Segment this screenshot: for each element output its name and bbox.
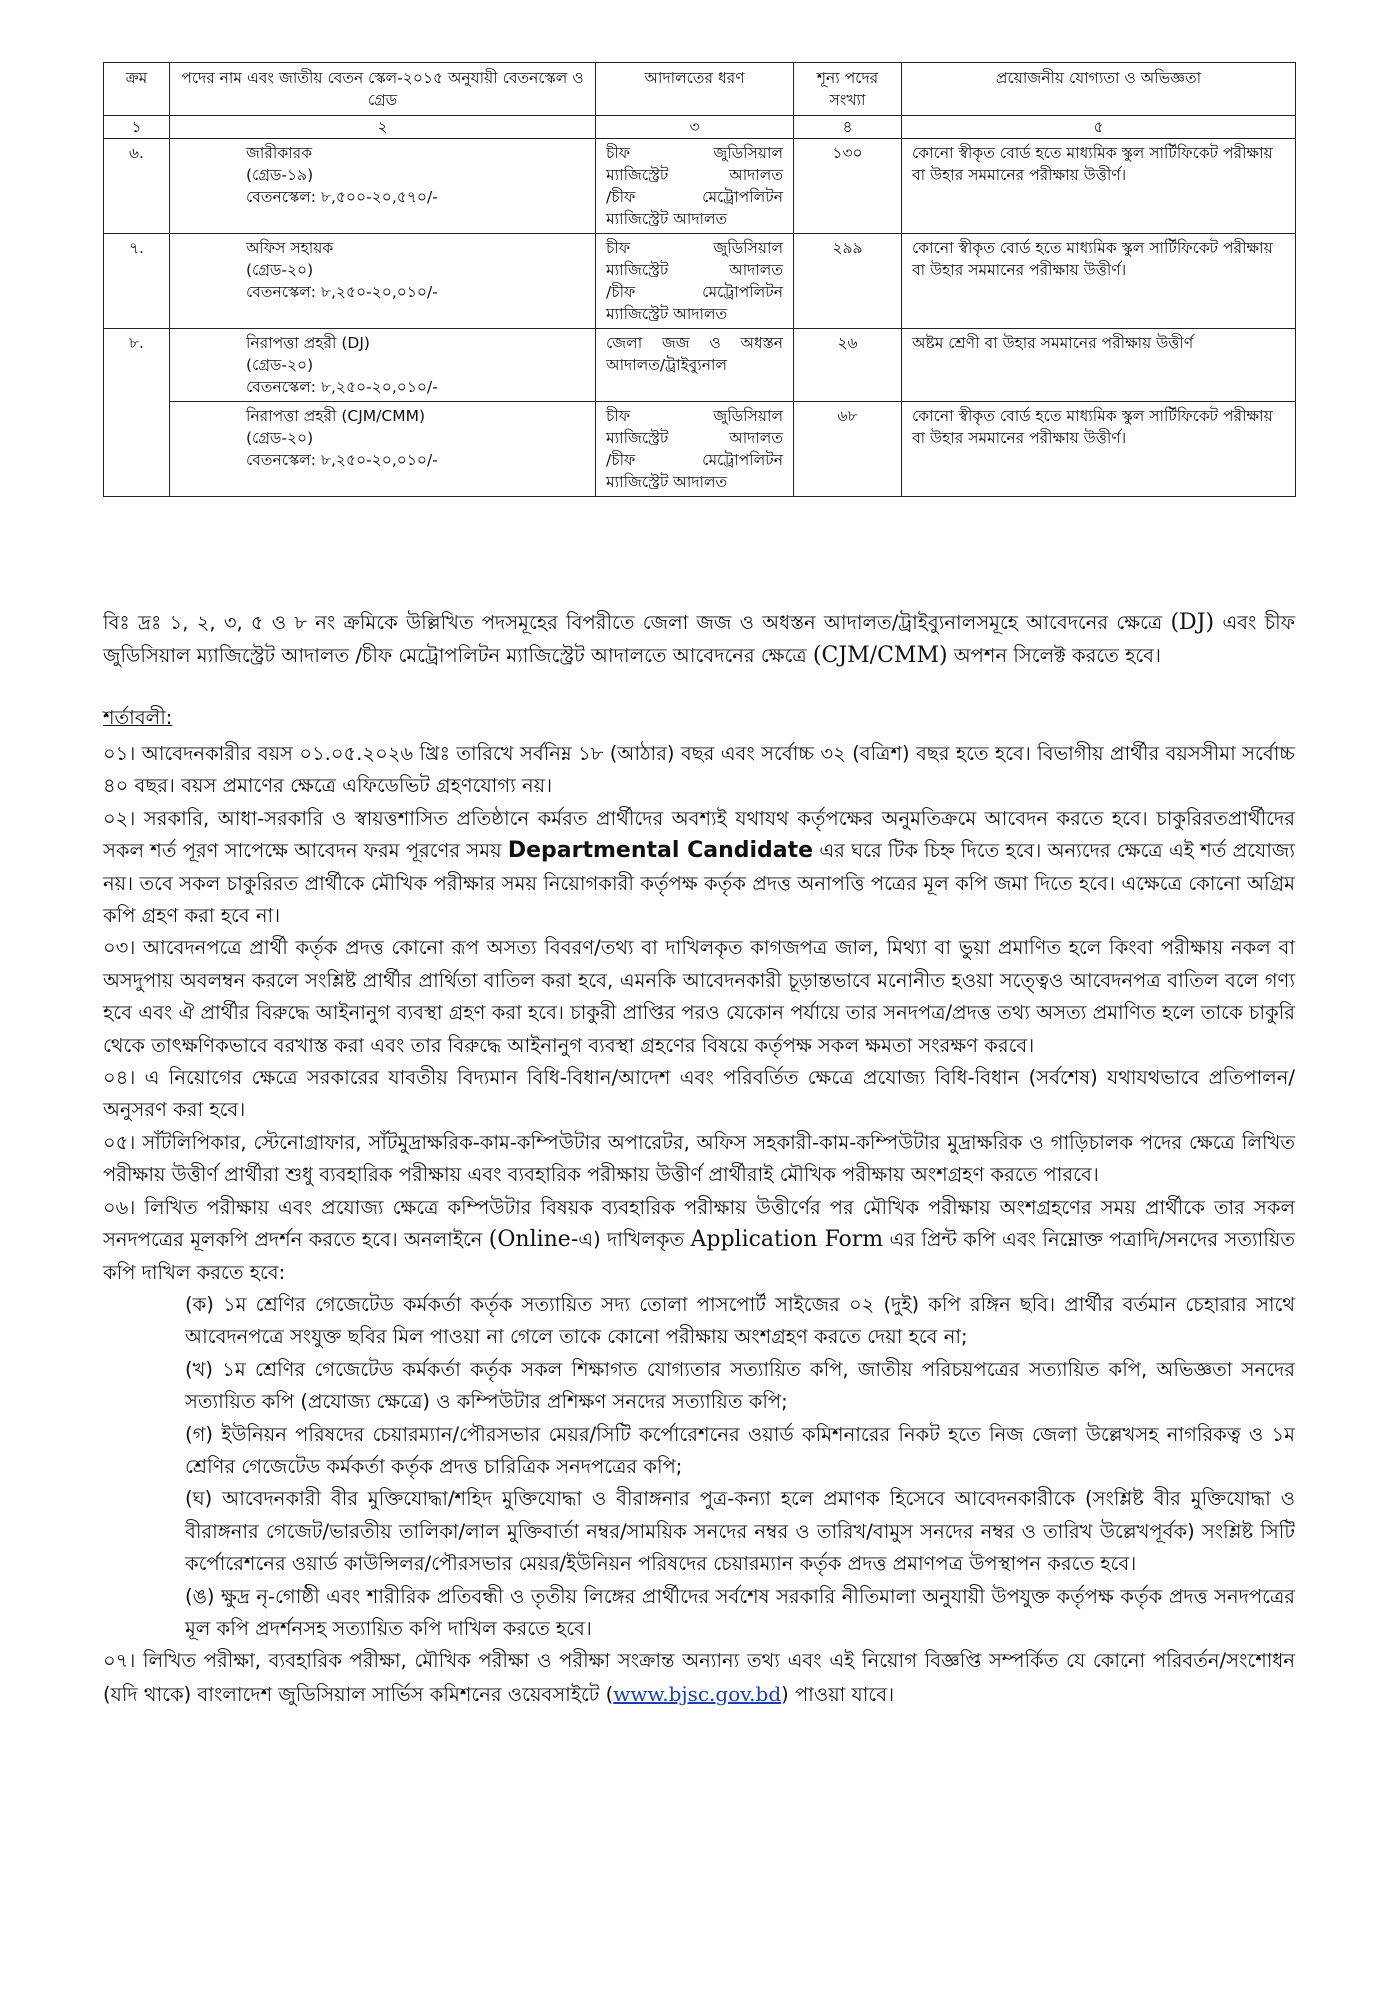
term-07 [103,1645,1295,1711]
court-line: ম্যাজিস্ট্রেট আদালত [606,261,783,279]
term-text: ০৬। লিখিত পরীক্ষায় এবং প্রযোজ্য ক্ষেত্রে কম্পিউটার বিষয়ক ব্যবহারিক পরীক্ষায় উত্তীর্ণের পর মৌখিক পরীক্ষায় অংশগ্রহণের সময় প্রার্থীকে তার সকল সনদপত্রের মূলকপি প্রদর্শন করতে হবে। অনলাইনে [103,1195,1295,1252]
term-05: ০৫। সাঁটলিপিকার, স্টেনোগ্রাফার, সাঁটমুদ্রাক্ষরিক-কাম-কম্পিউটার অপারেটর, অফিস সহকারী-কাম-কম্পিউটার মুদ্রাক্ষরিক ও গাড়িচালক পদের ক্ষেত্রে লিখিত পরীক্ষায় উত্তীর্ণ প্রার্থীরা শুধু ব্যবহারিক পরীক্ষায় এবং ব্যবহারিক পরীক্ষায় উত্তীর্ণ প্রার্থীরাই মৌখিক পরীক্ষায় অংশগ্রহণ করতে পারবে। [103,1130,1295,1187]
column-number: ৩ [596,116,794,139]
term-text: ) পাওয়া যাবে। [781,1682,895,1706]
row-vacancy: ২৯৯ [794,234,902,329]
court-line: /চীফ মেট্রোপলিটন [606,188,783,206]
row-post [170,402,596,497]
term-06 [103,1192,1295,1289]
row-qualification: কোনো স্বীকৃত বোর্ড হতে মাধ্যমিক স্কুল সার্টিফিকেট পরীক্ষায় বা উহার সমমানের পরীক্ষায় উত্তীর্ণ। [902,402,1296,497]
post-grade: (গ্রেড-১৯) [246,166,314,184]
column-number: ৫ [902,116,1296,139]
table-row [104,139,1296,234]
column-number: ১ [104,116,170,139]
row-court [596,234,794,329]
court-line: /চীফ মেট্রোপলিটন [606,283,783,301]
sub-item-ga: (গ) ইউনিয়ন পরিষদের চেয়ারম্যান/পৌরসভার মেয়র/সিটি কর্পোরেশনের ওয়ার্ড কমিশনারের নিকট হতে নিজ জেলা উল্লেখসহ নাগরিকত্ব ও ১ম শ্রেণির গেজেটেড কর্মকর্তা কর্তৃক প্রদত্ত চারিত্রিক সনদপত্রের কপি; [185,1422,1295,1478]
column-number: ৪ [794,116,902,139]
row-court [596,329,794,402]
term-text: ০৭। লিখিত পরীক্ষা, ব্যবহারিক পরীক্ষা, মৌখিক পরীক্ষা ও পরীক্ষা সংক্রান্ত অন্যান্য তথ্য এবং এই নিয়োগ বিজ্ঞপ্তি সম্পর্কিত যে কোনো পরিবর্তন/সংশোধন (যদি থাকে) বাংলাদেশ জুডিসিয়াল সার্ভিস কমিশনের ওয়েবসাইটে ( [103,1649,1295,1706]
post-name: নিরাপত্তা প্রহরী (CJM/CMM) [246,407,425,425]
departmental-candidate: Departmental Candidate [507,838,814,864]
term-text: এর প্রিন্ট কপি এবং নিম্নোক্ত পত্রাদি/সনদের সত্যায়িত কপি দাখিল করতে হবে: [103,1228,1295,1284]
row-post [170,329,596,402]
column-number: ২ [170,116,596,139]
term-text: ০২। সরকারি, আধা-সরকারি ও স্বায়ত্তশাসিত প্রতিষ্ঠানে কর্মরত প্রার্থীদের অবশ্যই যথাযথ কর্তৃপক্ষের অনুমতিক্রমে আবেদন করতে হবে। চাকুরিরতপ্রার্থীদের সকল শর্ত পূরণ সাপেক্ষে আবেদন ফরম পূরণের সময় [103,806,1295,863]
row-vacancy: ২৬ [794,329,902,402]
row-post [170,139,596,234]
court-line: চীফ জুডিসিয়াল [606,407,783,425]
court-line: ম্যাজিস্ট্রেট আদালত [606,429,783,447]
term-01: ০১। আবেদনকারীর বয়স ০১.০৫.২০২৬ খ্রিঃ তারিখে সর্বনিম্ন ১৮ (আঠার) বছর এবং সর্বোচ্চ ৩২ (বত্রিশ) বছর হতে হবে। বিভাগীয় প্রার্থীর বয়সসীমা সর্বোচ্চ ৪০ বছর। বয়স প্রমাণের ক্ষেত্রে এফিডেভিট গ্রহণযোগ্য নয়। [103,742,1295,798]
post-scale: বেতনস্কেল: ৮,২৫০-২০,০১০/- [246,451,438,469]
table-row [104,234,1296,329]
note-cjm: (CJM/CMM) [812,643,948,668]
row-vacancy: ১৩০ [794,139,902,234]
row-post [170,234,596,329]
court-line: /চীফ মেট্রোপলিটন [606,451,783,469]
row-qualification: কোনো স্বীকৃত বোর্ড হতে মাধ্যমিক স্কুল সার্টিফিকেট পরীক্ষায় বা উহার সমমানের পরীক্ষায় উত্তীর্ণ। [902,234,1296,329]
court-line: চীফ জুডিসিয়াল [606,144,783,162]
header-sl: ক্রম [104,63,170,116]
post-grade: (গ্রেড-২০) [246,356,314,374]
column-number-row [104,116,1296,139]
note-text: অপশন সিলেক্ট করতে হবে। [947,644,1162,667]
row-court [596,139,794,234]
sub-item-uo: (ঙ) ক্ষুদ্র নৃ-গোষ্ঠী এবং শারীরিক প্রতিবন্ধী ও তৃতীয় লিঙ্গের প্রার্থীদের সর্বশেষ সরকারি নীতিমালা অনুযায়ী উপযুক্ত কর্তৃপক্ষ কর্তৃক প্রদত্ত সনদপত্রের মূল কপি প্রদর্শনসহ সত্যায়িত কপি দাখিল করতে হবে। [185,1584,1295,1640]
note-paragraph [103,606,1295,672]
row-sl: ৬. [104,139,170,234]
court-line: চীফ জুডিসিয়াল [606,239,783,257]
row-vacancy: ৬৮ [794,402,902,497]
table-row [104,402,1296,497]
post-grade: (গ্রেড-২০) [246,261,314,279]
header-vacancy: শূন্য পদের সংখ্যা [794,63,902,116]
website-link[interactable]: www.bjsc.gov.bd [613,1681,782,1706]
post-scale: বেতনস্কেল: ৮,২৫০-২০,০১০/- [246,283,438,301]
table-header-row [104,63,1296,116]
application-form-text: Application Form [690,1227,884,1253]
court-line: ম্যাজিস্ট্রেট আদালত [606,473,728,491]
term-03: ০৩। আবেদনপত্রে প্রার্থী কর্তৃক প্রদত্ত কোনো রূপ অসত্য বিবরণ/তথ্য বা দাখিলকৃত কাগজপত্র জাল, মিথ্যা বা ভুয়া প্রমাণিত হলে কিংবা পরীক্ষায় নকল বা অসদুপায় অবলম্বন করলে সংশ্লিষ্ট প্রার্থীর প্রার্থিতা বাতিল করা হবে, এমনকি আবেদনকারী চূড়ান্তভাবে মনোনীত হওয়া সত্ত্বেও আবেদনপত্র বাতিল বলে গণ্য হবে এবং ঐ প্রার্থীর বিরুদ্ধে আইনানুগ ব্যবস্থা গ্রহণ করা হবে। চাকুরী প্রাপ্তির পরও যেকোন পর্যায়ে তার সনদপত্র/প্রদত্ত তথ্য অসত্য প্রমাণিত হলে তাকে চাকুরি থেকে তাৎক্ষণিকভাবে বরখাস্ত করা এবং তার বিরুদ্ধে আইনানুগ ব্যবস্থা গ্রহণের বিষয়ে কর্তৃপক্ষ সকল ক্ষমতা সংরক্ষণ করবে। [103,936,1295,1057]
note-dj: (DJ) [1170,610,1215,635]
post-name: নিরাপত্তা প্রহরী (DJ) [246,334,370,352]
row-qualification: কোনো স্বীকৃত বোর্ড হতে মাধ্যমিক স্কুল সার্টিফিকেট পরীক্ষায় বা উহার সমমানের পরীক্ষায় উত্তীর্ণ। [902,139,1296,234]
court-line: আদালত/ট্রাইব্যুনাল [606,356,728,374]
court-line: ম্যাজিস্ট্রেট আদালত [606,210,728,228]
posts-table [103,62,1296,497]
post-grade: (গ্রেড-২০) [246,429,314,447]
court-line: ম্যাজিস্ট্রেট আদালত [606,305,728,323]
note-text: বিঃ দ্রঃ ১, ২, ৩, ৫ ও ৮ নং ক্রমিকে উল্লিখিত পদসমূহের বিপরীতে জেলা জজ ও অধস্তন আদালত/ট্রাইব্যুনালসমূহে আবেদনের ক্ষেত্রে [103,611,1171,634]
header-post: পদের নাম এবং জাতীয় বেতন স্কেল-২০১৫ অনুযায়ী বেতনস্কেল ও গ্রেড [170,63,596,116]
sub-item-ka: (ক) ১ম শ্রেণির গেজেটেড কর্মকর্তা কর্তৃক সত্যায়িত সদ্য তোলা পাসপোর্ট সাইজের ০২ (দুই) কপি রঙ্গিন ছবি। প্রার্থীর বর্তমান চেহারার সাথে আবেদনপত্রে সংযুক্ত ছবির মিল পাওয়া না গেলে তাকে কোনো পরীক্ষায় অংশগ্রহণ করতে দেয়া হবে না; [185,1292,1295,1349]
term-text: এ) দাখিলকৃত [578,1228,691,1252]
court-line: জেলা জজ ও অধস্তন [606,334,783,352]
row-sl: ৭. [104,234,170,329]
row-sl: ৮. [104,329,170,497]
post-scale: বেতনস্কেল: ৮,২৫০-২০,০১০/- [246,378,438,396]
post-name: জারীকারক [246,144,313,162]
post-name: অফিস সহায়ক [246,239,334,257]
term-04: ০৪। এ নিয়োগের ক্ষেত্রে সরকারের যাবতীয় বিদ্যমান বিধি-বিধান/আদেশ এবং পরিবর্তিত ক্ষেত্রে প্রযোজ্য বিধি-বিধান (সর্বশেষ) যথাযথভাবে প্রতিপালন/অনুসরণ করা হবে। [103,1066,1295,1122]
table-row [104,329,1296,402]
terms-list [103,738,1295,1711]
terms-title: শর্তাবলী: [103,706,173,729]
sub-item-gha: (ঘ) আবেদনকারী বীর মুক্তিযোদ্ধা/শহিদ মুক্তিযোদ্ধা ও বীরাঙ্গনার পুত্র-কন্যা হলে প্রমাণক হিসেবে আবেদনকারীকে (সংশ্লিষ্ট বীর মুক্তিযোদ্ধা ও বীরাঙ্গনার গেজেট/ভারতীয় তালিকা/লাল মুক্তিবার্তা নম্বর/সাময়িক সনদের নম্বর ও তারিখ/বামুস সনদের নম্বর ও তারিখ উল্লেখপূর্বক) সংশ্লিষ্ট সিটি কর্পোরেশনের ওয়ার্ড কাউন্সিলর/পৌরসভার মেয়র/ইউনিয়ন পরিষদের চেয়ারম্যান কর্তৃক প্রদত্ত প্রমাণপত্র উপস্থাপন করতে হবে। [185,1487,1295,1576]
post-scale: বেতনস্কেল: ৮,৫০০-২০,৫৭০/- [246,188,438,206]
note-text: এবং চীফ জুডিসিয়াল ম্যাজিস্ট্রেট আদালত /চীফ মেট্রোপলিটন ম্যাজিস্ট্রেট আদালতে আবেদনের ক্ষেত্রে [103,611,1295,667]
online-text: (Online- [488,1227,579,1253]
header-qualification: প্রয়োজনীয় যোগ্যতা ও অভিজ্ঞতা [902,63,1296,116]
term-02 [103,803,1295,933]
header-court: আদালতের ধরণ [596,63,794,116]
row-court [596,402,794,497]
row-qualification: অষ্টম শ্রেণী বা উহার সমমানের পরীক্ষায় উত্তীর্ণ [902,329,1296,402]
sub-item-kha: (খ) ১ম শ্রেণির গেজেটেড কর্মকর্তা কর্তৃক সকল শিক্ষাগত যোগ্যতার সত্যায়িত কপি, জাতীয় পরিচয়পত্রের সত্যায়িত কপি, অভিজ্ঞতা সনদের সত্যায়িত কপি (প্রযোজ্য ক্ষেত্রে) ও কম্পিউটার প্রশিক্ষণ সনদের সত্যায়িত কপি; [185,1357,1295,1414]
term-text: এর ঘরে টিক চিহ্ন দিতে হবে। অন্যদের ক্ষেত্রে এই শর্ত প্রযোজ্য নয়। তবে সকল চাকুরিরত প্রার্থীকে মৌখিক পরীক্ষার সময় নিয়োগকারী কর্তৃপক্ষ কর্তৃক প্রদত্ত অনাপত্তি পত্রের মূল কপি জমা দিতে হবে। এক্ষেত্রে কোনো অগ্রিম কপি গ্রহণ করা হবে না। [103,839,1295,928]
court-line: ম্যাজিস্ট্রেট আদালত [606,166,783,184]
